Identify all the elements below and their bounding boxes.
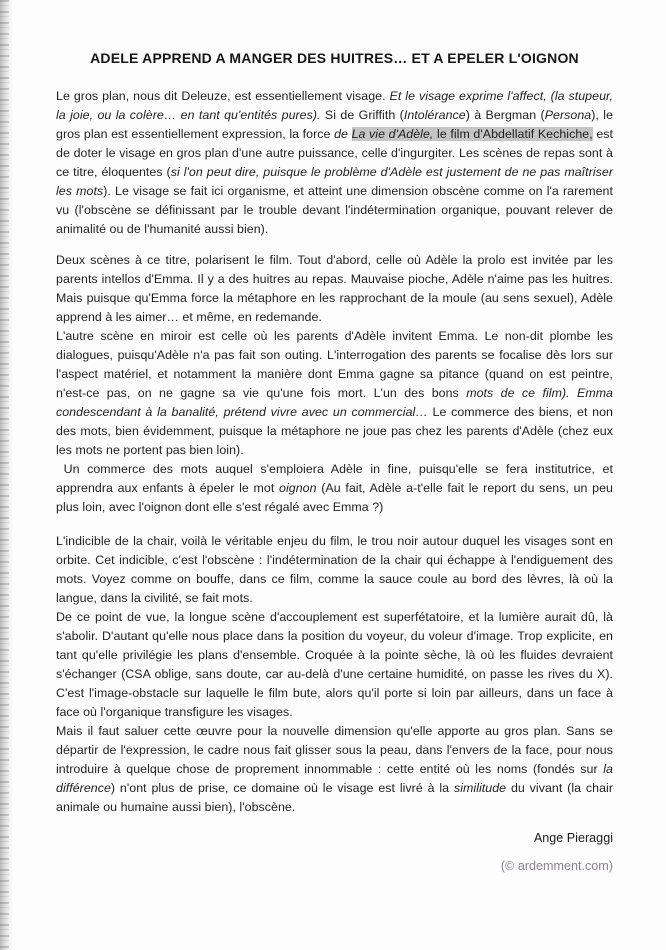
paragraph-2 [56,251,613,517]
text-run: Le gros plan, nous dit Deleuze, est essentiellement visage. [56,89,390,103]
text-run: Mais il faut saluer cette œuvre pour la nouvelle dimension qu'elle apporte au gros plan. Sans se départir de l'expression, le cadre nous fait glisser sous la peau, dans l'envers de la face, pour nous introduire à quelque chose de proprement innommable : cette entité où les noms (fondés sur [56,724,613,776]
text-run: Deux scènes à ce titre, polarisent le film. Tout d'abord, celle où Adèle la prolo est invitée par les parents intellos d'Emma. Il y a des huitres au repas. Mauvaise pioche, Adèle n'aime pas les huitres. Mais puisque qu'Emma force la métaphore en les rapprochant de la moule (au sens sexuel), Adèle apprend à les aimer… et même, en redemande. [56,253,613,324]
text-run: Et le visage exprime l'affect, (la stupeur, la joie, ou la colère… en tant qu'entités pures). [56,89,613,122]
text-run: oignon [279,481,317,495]
text-run: Le commerce des biens, et non des mots, bien évidemment, puisque la métaphore ne joue pas chez les parents d'Adèle (chez eux les mots ne portent pas bien loin). [56,405,613,457]
author-byline: Ange Pieraggi [533,831,613,845]
text-run: Si de Griffith ( [320,108,404,122]
text-run: la différence [56,762,613,795]
copyright-credit: (© ardemment.com) [500,859,613,873]
text-run: (Au fait, Adèle a-t'elle fait le report du sens, un peu plus loin, avec l'oignon dont elle s'est régalé avec Emma ?) [56,481,613,514]
text-run: De ce point de vue, la longue scène d'accouplement est superfétatoire, et la lumière aurait dû, là s'abolir. D'autant qu'elle nous place dans la position du voyeur, du voleur d'image. Trop explicite, en tant qu'elle privilégie les plans d'ensemble. Croquée à la pointe sèche, là où les fluides devraient s'échanger (CSA oblige, sans doute, car au-delà d'une certaine humidité, on passe les rives du X). C'est l'image-obstacle sur laquelle le film bute, alors qu'il porte si loin par ailleurs, dans un face à face où l'organique transfigure les visages. [56,610,613,719]
paragraph-3 [56,532,613,817]
text-run: ), le gros plan est essentiellement expression, la force [56,108,614,141]
text-run: L'indicible de la chair, voilà le véritable enjeu du film, le trou noir autour duquel les visages sont en orbite. Cet indicible, c'est l'obscène : l'indétermination de la chair qui échappe à l'endiguement des mots. Voyez comme on bouffe, dans ce film, comme la sauce coule au bord des lèvres, là où la langue, dans la civilité, se fait mots. [56,534,613,605]
text-run: Intolérance [403,108,466,122]
text-run: La vie d'Adèle, [351,127,434,141]
text-run: si l'on peut dire, puisque le problème d'Adèle est justement de ne pas maîtriser les mots [56,165,613,198]
text-run: mots de ce film). Emma condescendant à la banalité, prétend vivre avec un commercial… [56,386,614,419]
text-run: de [334,127,352,141]
text-run: du vivant (la chair animale ou humaine aussi bien), l'obscène. [56,781,614,814]
article [56,50,613,876]
paragraph-1 [56,87,613,239]
text-run: ). Le visage se fait ici organisme, et atteint une dimension obscène comme on l'a rarement vu (l'obscène se définissant par le trouble devant l'indétermination organique, pouvant relever de animalité ou de l'humanité aussi bien). [56,184,613,236]
text-run: ) n'ont plus de prise, ce domaine où le visage est livré à la [110,781,454,795]
scan-speckle-artifact [0,0,9,950]
text-run: le film d'Abdellatif Kechiche, [433,127,593,141]
text-run: similitude [453,781,507,795]
text-run: est de doter le visage en gros plan d'une autre puissance, celle d'ingurgiter. Les scènes de repas sont à ce titre, éloquentes ( [56,127,613,179]
text-run: L'autre scène en miroir est celle où les parents d'Adèle invitent Emma. Le non-dit plombe les dialogues, puisqu'Adèle n'a pas fait son outing. L'interrogation des parents se focalise dès lors sur l'aspect matériel, et notamment la manière dont Emma gagne sa pitance (quand on est peintre, n'est-ce pas, on ne gagne sa vie qu'une fois mort. L'un des bons [56,329,613,400]
text-run: Persona [544,108,592,122]
text-run: ) à Bergman ( [465,108,545,122]
article-title: ADELE APPREND A MANGER DES HUITRES… ET A EPELER L'OIGNON [90,50,579,66]
text-run: Un commerce des mots auquel s'emploiera Adèle in fine, puisqu'elle se fera institutrice, et apprendra aux enfants à épeler le mot [56,462,613,495]
